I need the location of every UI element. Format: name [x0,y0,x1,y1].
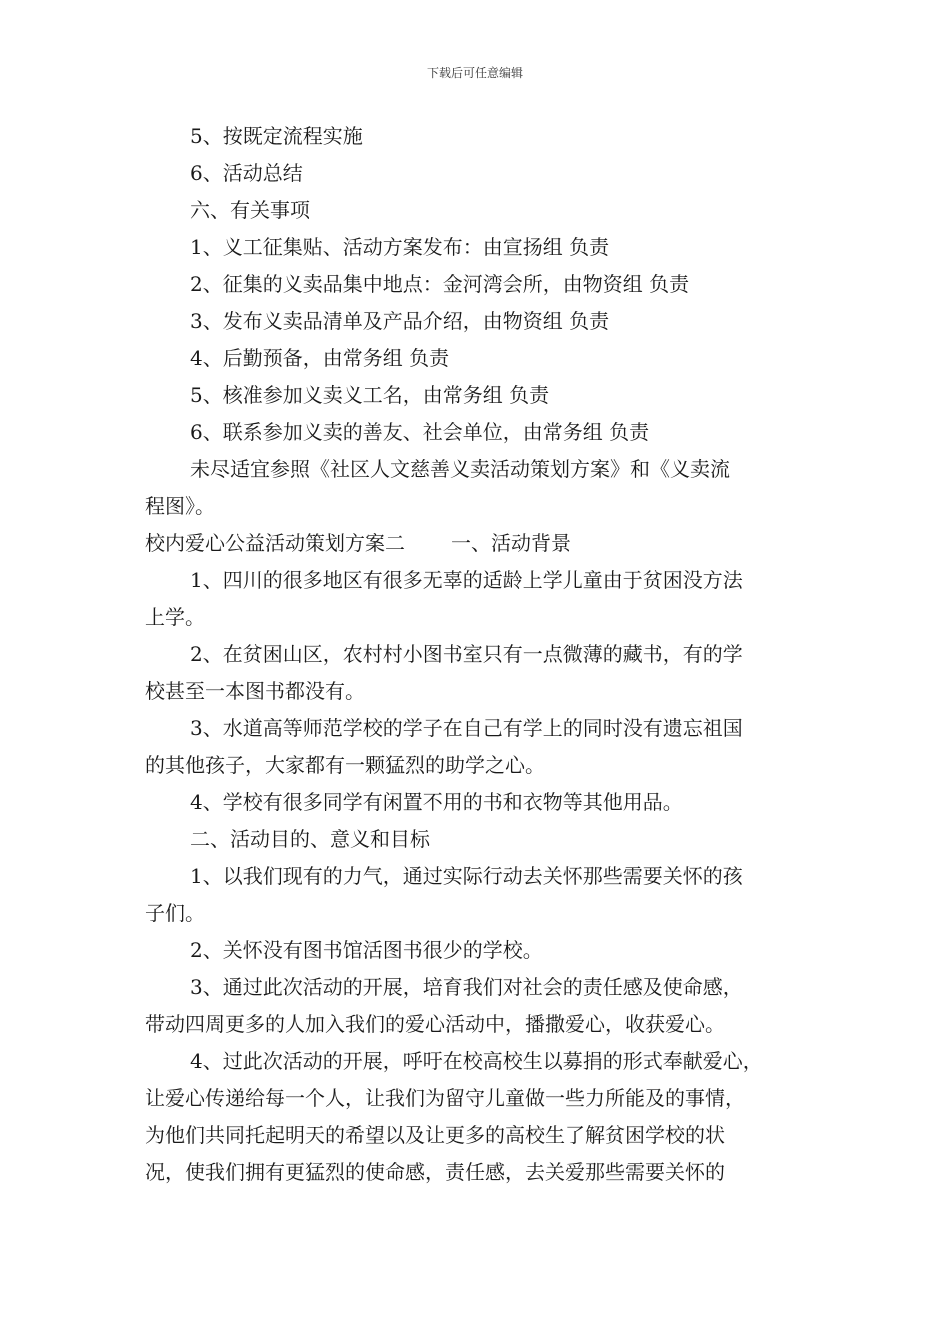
section-heading: 二、活动目的、意义和目标 [190,827,430,851]
paragraph: 3、水道高等师范学校的学子在自己有学上的同时没有遗忘祖国 [190,716,743,740]
paragraph: 4、后勤预备，由常务组 负责 [190,346,450,370]
paragraph: 2、关怀没有图书馆活图书很少的学校。 [190,938,543,962]
paragraph: 2、在贫困山区，农村村小图书室只有一点微薄的藏书，有的学 [190,642,743,666]
plan-title: 校内爱心公益活动策划方案二 [145,531,405,555]
paragraph-continuation: 校甚至一本图书都没有。 [145,679,365,703]
paragraph-continuation: 况，使我们拥有更猛烈的使命感，责任感，去关爱那些需要关怀的 [145,1160,725,1184]
page-header: 下载后可任意编辑 [426,66,523,80]
paragraph: 1、四川的很多地区有很多无辜的适龄上学儿童由于贫困没方法 [190,568,743,592]
paragraph: 4、学校有很多同学有闲置不用的书和衣物等其他用品。 [190,790,683,814]
paragraph-continuation: 的其他孩子，大家都有一颗猛烈的助学之心。 [145,753,545,777]
paragraph-continuation: 为他们共同托起明天的希望以及让更多的高校生了解贫困学校的状 [145,1123,725,1147]
paragraph: 1、以我们现有的力气，通过实际行动去关怀那些需要关怀的孩 [190,864,743,888]
paragraph: 3、通过此次活动的开展，培育我们对社会的责任感及使命感， [190,975,743,999]
paragraph: 5、按既定流程实施 [190,124,363,148]
section-heading: 六、有关事项 [190,198,310,222]
document-body [145,118,810,1191]
paragraph-continuation: 上学。 [145,605,205,629]
paragraph: 3、发布义卖品清单及产品介绍，由物资组 负责 [190,309,610,333]
paragraph: 5、核准参加义卖义工名，由常务组 负责 [190,383,550,407]
paragraph: 2、征集的义卖品集中地点：金河湾会所，由物资组 负责 [190,272,690,296]
paragraph: 6、联系参加义卖的善友、社会单位，由常务组 负责 [190,420,650,444]
plan-title-line [145,525,810,562]
paragraph-continuation: 带动四周更多的人加入我们的爱心活动中，播撒爱心，收获爱心。 [145,1012,725,1036]
paragraph: 未尽适宜参照《社区人文慈善义卖活动策划方案》和《义卖流 [190,457,730,481]
paragraph: 4、过此次活动的开展，呼吁在校高校生以募捐的形式奉献爱心， [190,1049,763,1073]
paragraph-continuation: 子们。 [145,901,205,925]
paragraph-continuation: 程图》。 [145,494,215,518]
section-heading: 一、活动背景 [451,531,571,555]
paragraph: 6、活动总结 [190,161,303,185]
paragraph: 1、义工征集贴、活动方案发布：由宣扬组 负责 [190,235,610,259]
paragraph-continuation: 让爱心传递给每一个人，让我们为留守儿童做一些力所能及的事情， [145,1086,745,1110]
